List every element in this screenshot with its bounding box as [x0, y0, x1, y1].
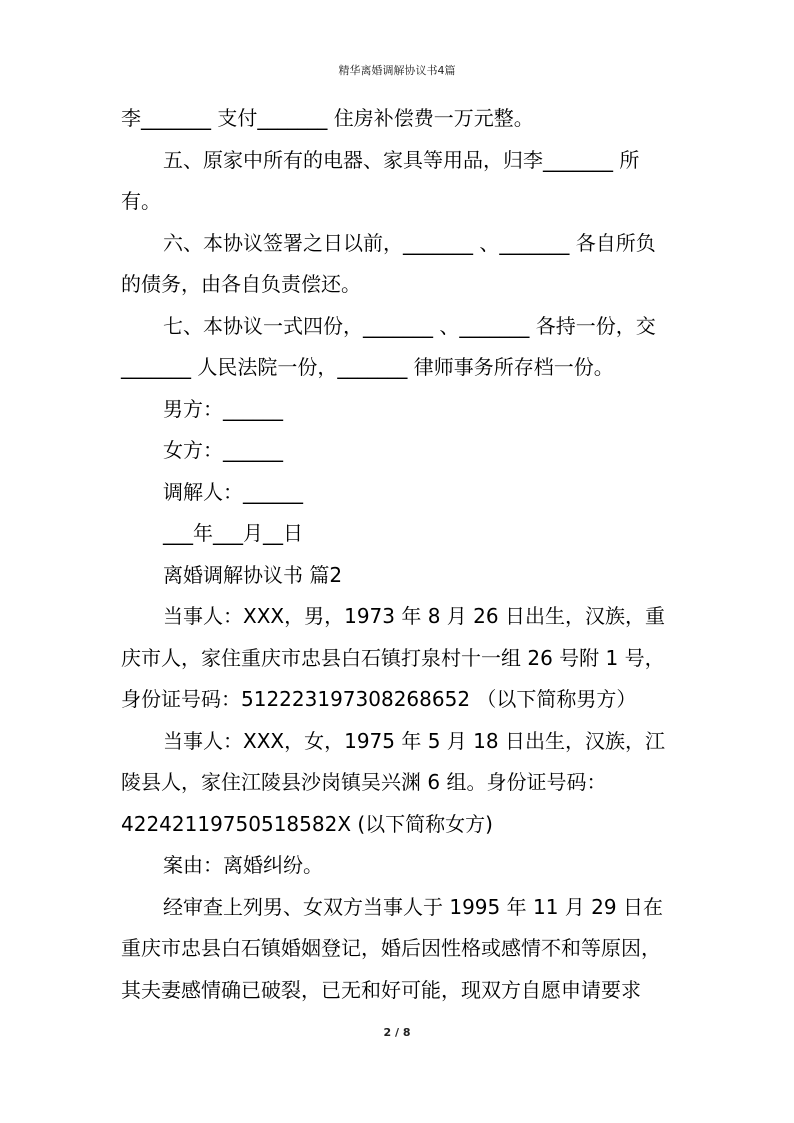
- paragraph-line: 有。: [121, 189, 161, 213]
- paragraph-line: 42242119750518582X (以下简称女方): [121, 811, 493, 836]
- signature-wife: 女方：______: [163, 438, 283, 462]
- paragraph-line: 案由：离婚纠纷。: [163, 853, 323, 877]
- signature-husband: 男方：______: [163, 396, 283, 421]
- paragraph-line: 的债务，由各自负责偿还。: [121, 272, 361, 296]
- document-body: [121, 98, 681, 1011]
- paragraph-line: 重庆市忠县白石镇婚姻登记，婚后因性格或感情不和等原因，: [121, 936, 661, 960]
- page-header: 精华离婚调解协议书4篇: [338, 64, 456, 77]
- paragraph-line: 当事人：XXX，女，1975 年 5 月 18 日出生，汉族，江: [163, 728, 665, 753]
- section-title: 离婚调解协议书 篇2: [163, 562, 343, 587]
- paragraph-line: 当事人：XXX，男，1973 年 8 月 26 日出生，汉族，重: [163, 604, 665, 628]
- paragraph-line: 陵县人，家住江陵县沙岗镇吴兴渊 6 组。身份证号码：: [121, 770, 607, 794]
- paragraph-line: 六、本协议签署之日以前，_______ 、_______ 各自所负: [163, 230, 656, 255]
- paragraph-line: 五、原家中所有的电器、家具等用品，归李_______ 所: [163, 147, 640, 172]
- signature-mediator: 调解人：______: [163, 479, 303, 504]
- paragraph-line: 庆市人，家住重庆市忠县白石镇打泉村十一组 26 号附 1 号，: [121, 645, 665, 670]
- paragraph-line: 七、本协议一式四份，_______ 、_______ 各持一份，交: [163, 313, 656, 338]
- paragraph-line: 其夫妻感情确已破裂，已无和好可能，现双方自愿申请要求: [121, 977, 641, 1002]
- paragraph-line: 身份证号码：512223197308268652 （以下简称男方）: [121, 687, 637, 711]
- paragraph-line: 经审查上列男、女双方当事人于 1995 年 11 月 29 日在: [163, 894, 663, 919]
- paragraph-line: _______ 人民法院一份，_______ 律师事务所存档一份。: [121, 355, 614, 379]
- paragraph-line: 李_______ 支付_______ 住房补偿费一万元整。: [121, 106, 534, 130]
- page-number: 2 / 8: [383, 1026, 411, 1039]
- date-line: ___年___月__日: [163, 521, 303, 545]
